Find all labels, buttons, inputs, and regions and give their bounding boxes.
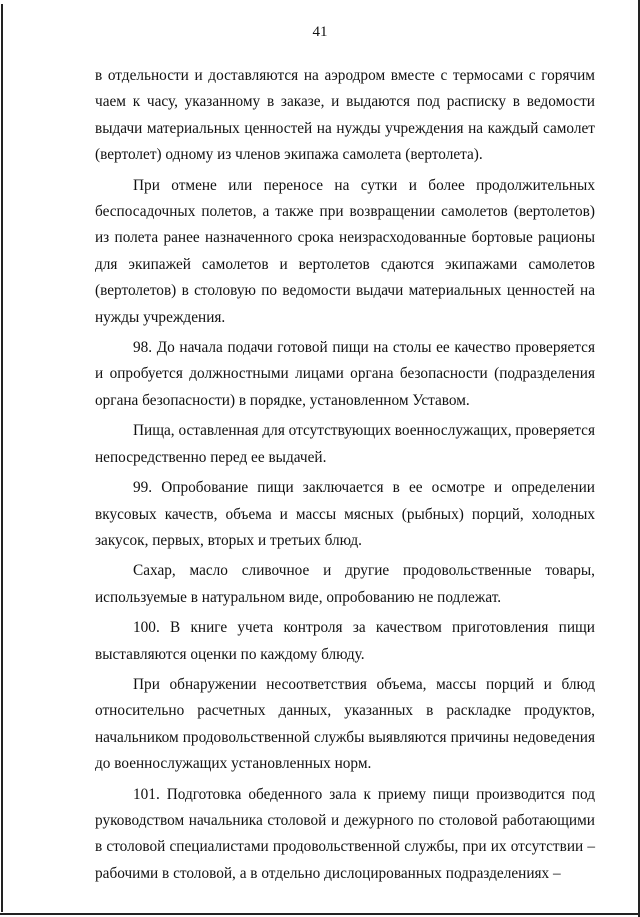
paragraph-nonconformity: При обнаружении несоответствия объема, массы порций и блюд относительно расчетных данных, указанных в раскладке продуктов, начальником продовольственной службы выявляются причины недоведения до военнослужащих установленных норм. (95, 675, 595, 773)
paragraph-absent-personnel-food: Пища, оставленная для отсутствующих военнослужащих, проверяется непосредственно перед ее выдачей. (95, 422, 595, 466)
paragraph-clause-99: 99. Опробование пищи заключается в ее осмотре и определении вкусовых качеств, объема и массы мясных (рыбных) порций, холодных закусок, первых, вторых и третьих блюд. (95, 479, 595, 549)
paragraph-continuation: в отдельности и доставляются на аэродром вместе с термосами с горячим чаем к часу, указанному в заказе, и выдаются под расписку в ведомости выдачи материальных ценностей на нужды учреждения на каждый самолет (вертолет) одному из членов экипажа самолета (вертолета). (95, 67, 595, 164)
scan-border-left (1, 4, 3, 912)
paragraph-clause-101: 101. Подготовка обеденного зала к приему пищи производится под руководством начальника столовой и дежурного по столовой работающими в столовой специалистами продовольственной службы, при их отсутствии – рабочими в столовой, а в отдельно дислоцированных подразделениях – (95, 785, 595, 882)
document-body (95, 63, 595, 887)
paragraph-clause-98: 98. До начала подачи готовой пищи на столы ее качество проверяется и опробуется должностными лицами органа безопасности (подразделения органа безопасности) в порядке, установленном Уставом. (95, 339, 595, 409)
paragraph-sugar-butter: Сахар, масло сливочное и другие продовольственные товары, используемые в натуральном виде, опробованию не подлежат. (95, 562, 595, 606)
scan-border-bottom (0, 913, 640, 915)
page-number: 41 (312, 24, 328, 40)
paragraph-cancellation-rules: При отмене или переносе на сутки и более продолжительных беспосадочных полетов, а также при возвращении самолетов (вертолетов) из полета ранее назначенного срока неизрасходованные бортовые рационы для экипажей самолетов и вертолетов сдаются экипажами самолетов (вертолетов) в столовую по ведомости выдачи материальных ценностей на нужды учреждения. (95, 176, 595, 326)
paragraph-clause-100: 100. В книге учета контроля за качеством приготовления пищи выставляются оценки по каждому блюду. (95, 619, 595, 663)
